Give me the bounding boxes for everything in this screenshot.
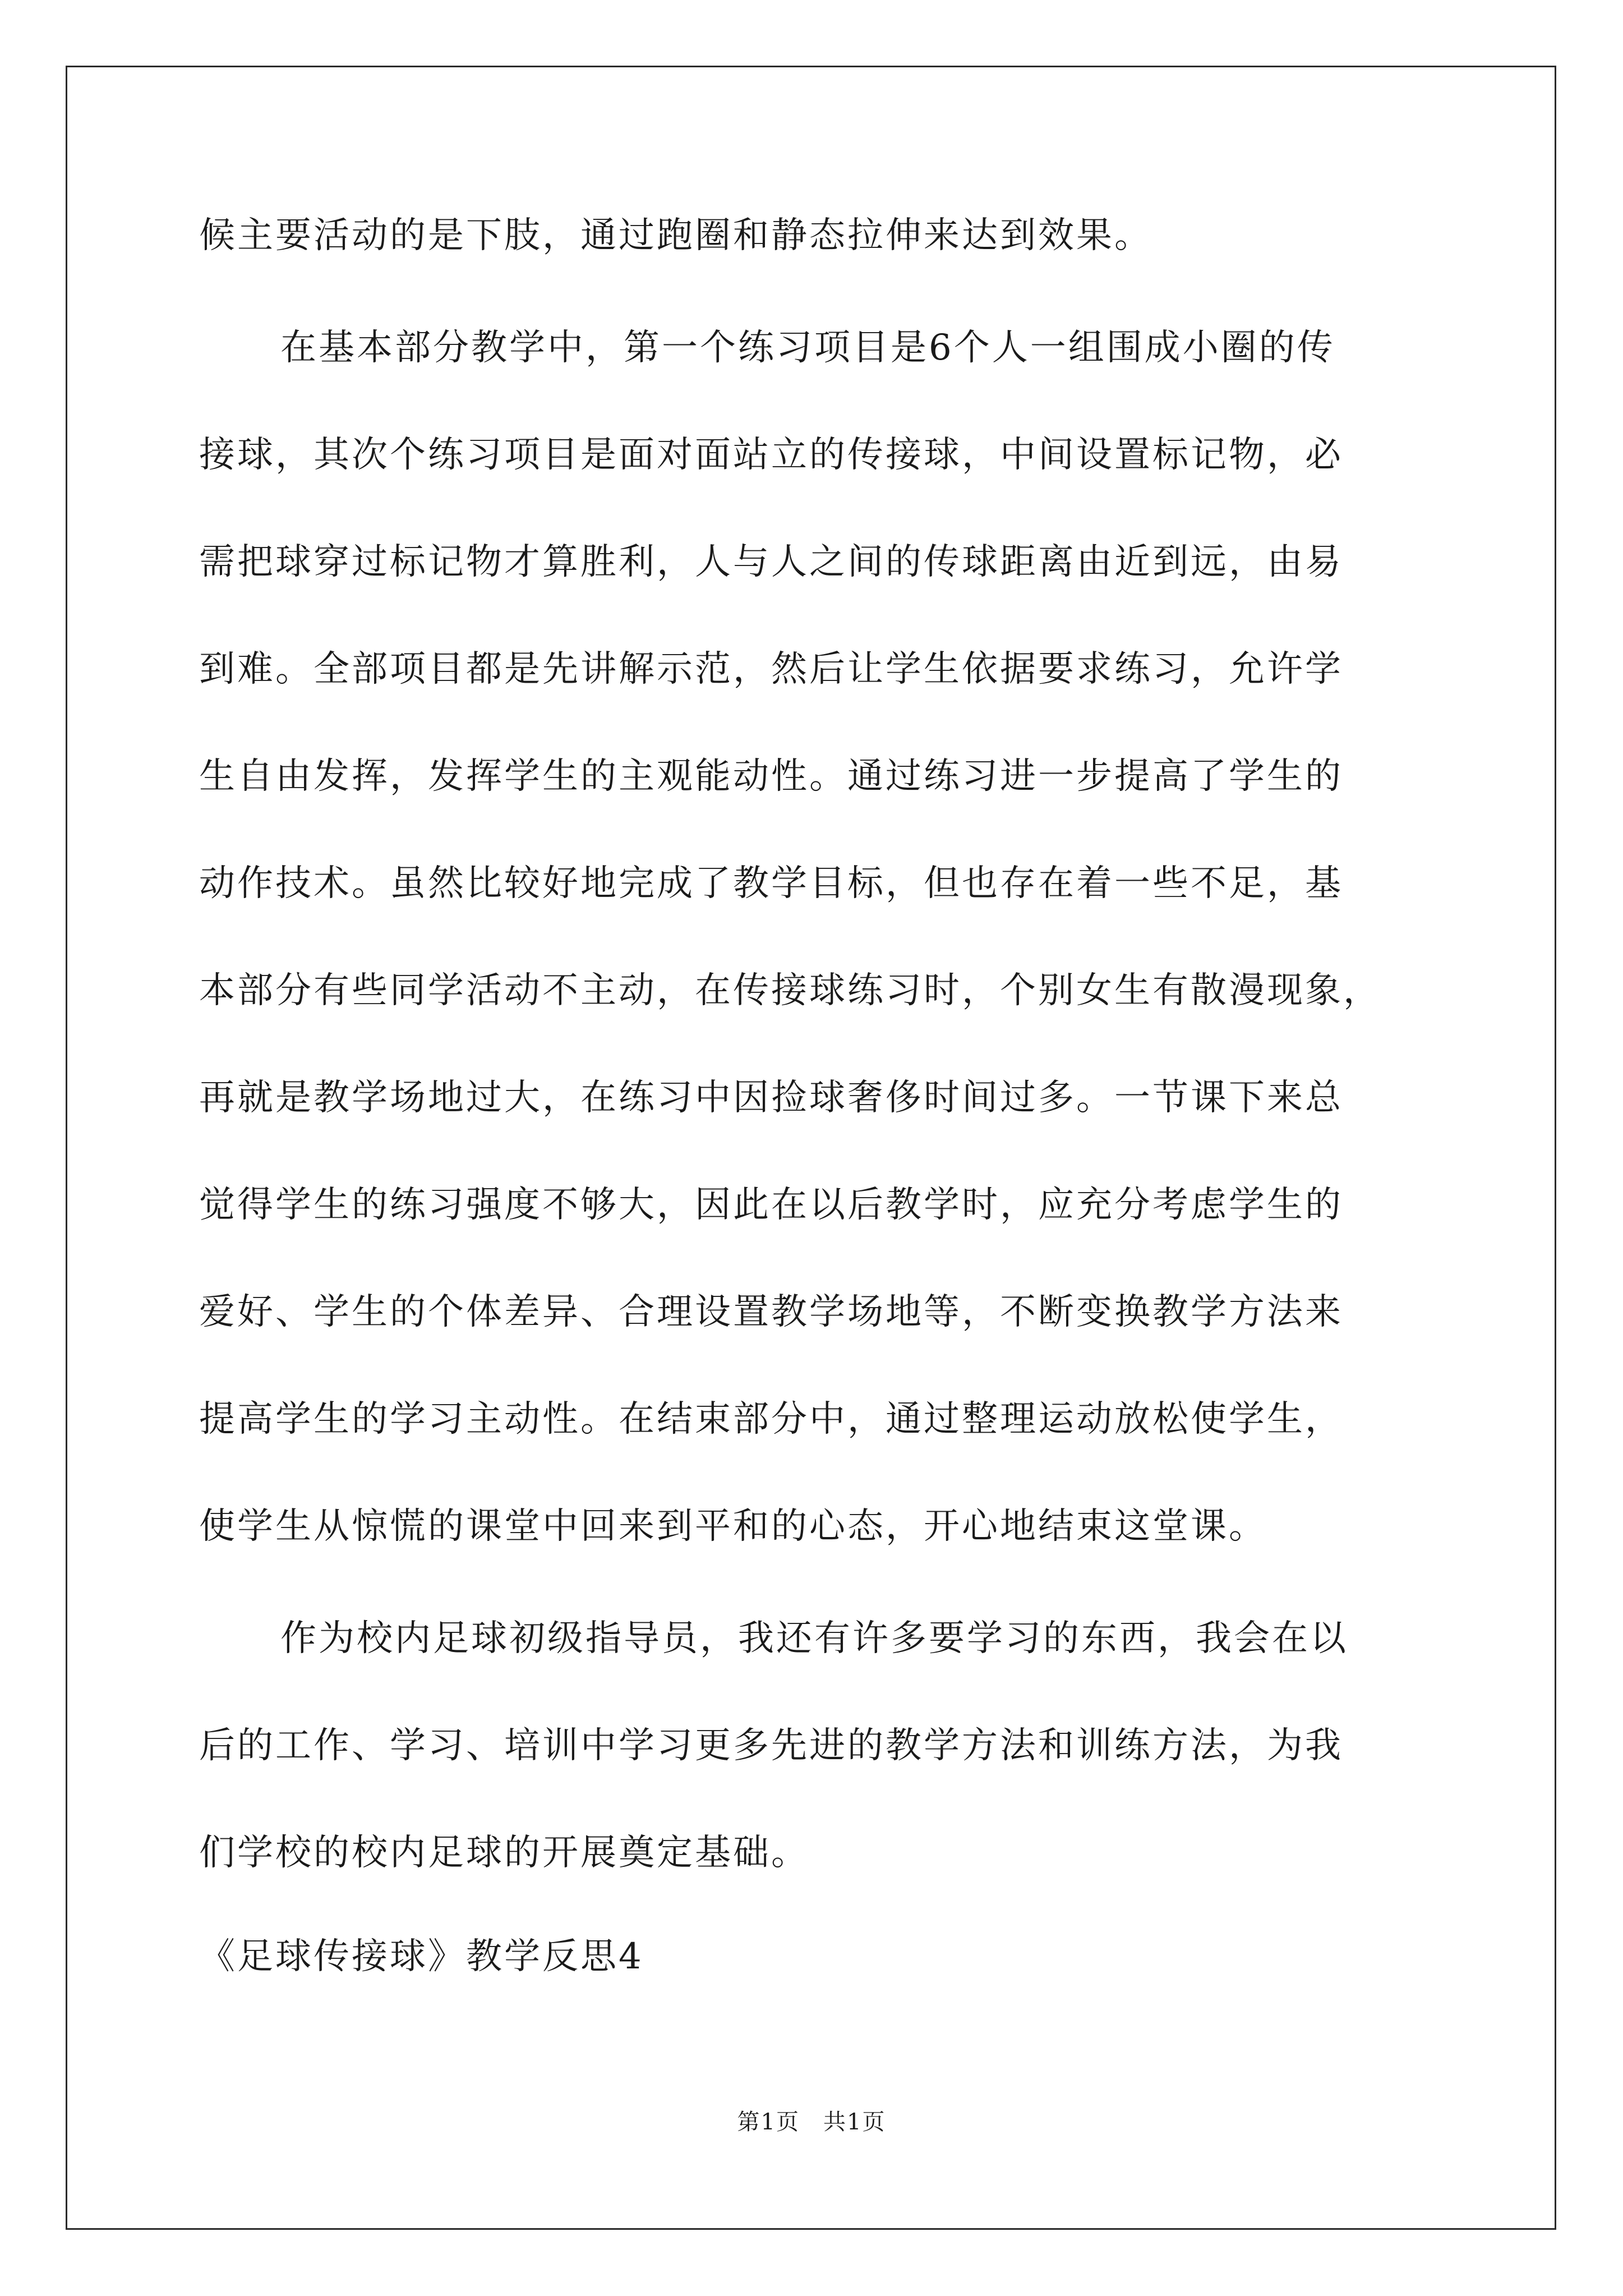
text-line: 再就是教学场地过大，在练习中因捡球奢侈时间过多。一节课下来总 <box>199 1077 1343 1119</box>
text-line: 候主要活动的是下肢，通过跑圈和静态拉伸来达到效果。 <box>199 215 1152 256</box>
text-line: 们学校的校内足球的开展奠定基础。 <box>199 1832 809 1874</box>
text-line: 觉得学生的练习强度不够大，因此在以后教学时，应充分考虑学生的 <box>199 1184 1343 1226</box>
text-line: 到难。全部项目都是先讲解示范，然后让学生依据要求练习，允许学 <box>199 648 1343 690</box>
text-line: 作为校内足球初级指导员，我还有许多要学习的东西，我会在以 <box>280 1618 1348 1659</box>
text-line: 使学生从惊慌的课堂中回来到平和的心态，开心地结束这堂课。 <box>199 1506 1267 1547</box>
text-line: 本部分有些同学活动不主动，在传接球练习时，个别女生有散漫现象， <box>199 970 1381 1011</box>
text-line: 动作技术。虽然比较好地完成了教学目标，但也存在着一些不足，基 <box>199 863 1343 904</box>
text-line: 提高学生的学习主动性。在结束部分中，通过整理运动放松使学生， <box>199 1398 1343 1440</box>
text-line: 爱好、学生的个体差异、合理设置教学场地等，不断变换教学方法来 <box>199 1291 1343 1333</box>
text-line: 生自由发挥，发挥学生的主观能动性。通过练习进一步提高了学生的 <box>199 756 1343 797</box>
page-border <box>66 66 1556 2230</box>
text-line: 后的工作、学习、培训中学习更多先进的教学方法和训练方法，为我 <box>199 1725 1343 1766</box>
section-heading: 《足球传接球》教学反思4 <box>199 1936 644 1977</box>
page-number-footer: 第1页 共1页 <box>737 2109 886 2135</box>
text-line: 在基本部分教学中，第一个练习项目是6个人一组围成小圈的传 <box>280 327 1335 369</box>
text-line: 需把球穿过标记物才算胜利，人与人之间的传球距离由近到远，由易 <box>199 541 1343 583</box>
text-line: 接球，其次个练习项目是面对面站立的传接球，中间设置标记物，必 <box>199 434 1343 476</box>
